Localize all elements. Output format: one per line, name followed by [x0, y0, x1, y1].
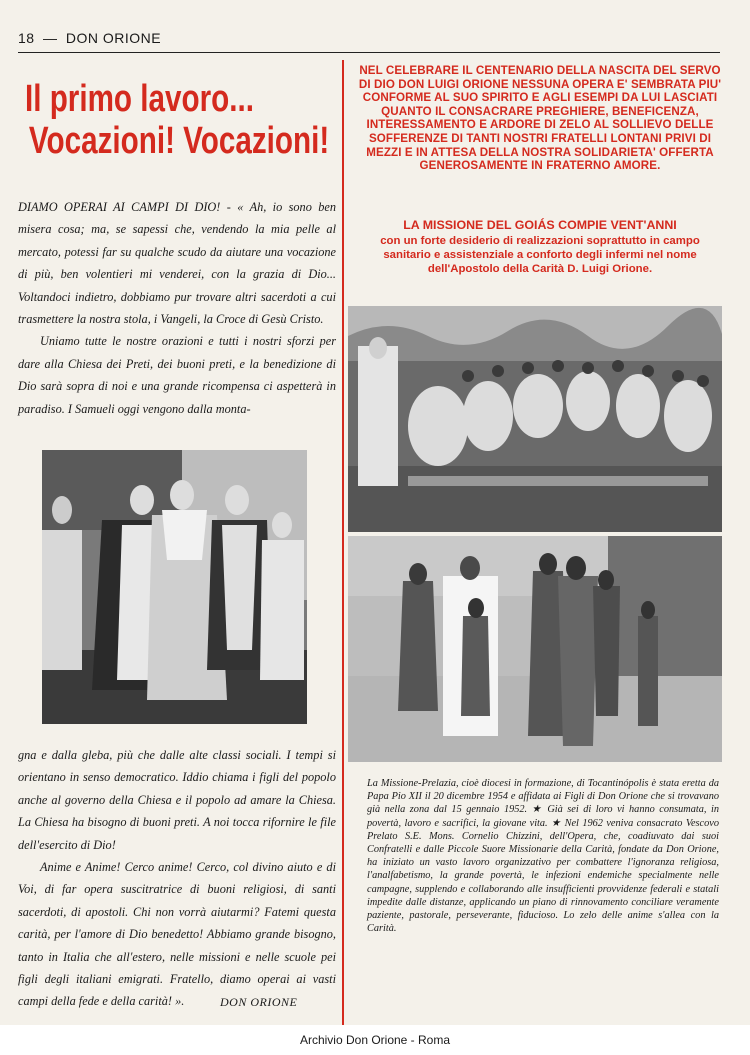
title-line-1: Il primo lavoro...: [25, 78, 254, 120]
centenary-appeal: NEL CELEBRARE IL CENTENARIO DELLA NASCITA DEL SERVO DI DIO DON LUIGI ORIONE NESSUNA OPERA E' SEMBRATA PIU' CONFORME AL SUO SPIRITO E AGLI ESEMPI DA LUI LASCIATI QUANTO IL CONSACRARE PREGHIERE, BENEFICENZA, INTERESSAMENTO E ARDORE DI ZELO AL SOLLIEVO DELLE SOFFERENZE DI TANTI NOSTRI FRATELLI LONTANI PRIVI DI MEZZI E IN ATTESA DELLA NOSTRA SOLIDARIETA' OFFERTA GENEROSAMENTE IN FRATERNO AMORE.: [358, 64, 722, 173]
paragraph-4: Anime e Anime! Cerco anime! Cerco, col divino aiuto e di Voi, di far opera suscitratrice di buoni religiosi, di santi sacerdoti, di apostoli. Chi non vorrà aiutarmi? Fatemi questa carità, per l'amore di Dio benedetto! Abbiamo grande bisogno, tanto in Italia che all'estero, nelle missioni e nelle scuole pei figli degli italiani emigrati. Fratello, diamo operai ai vasti campi della fede e della carità! ».: [18, 860, 336, 1009]
running-title: DON ORIONE: [65, 30, 162, 46]
paragraph-3: gna e dalla gleba, più che dalle alte classi sociali. I tempi si orientano in senso democratico. Iddio chiama i figli del popolo anche al governo della Chiesa e il popolo ad amare la Chiesa. La Chiesa ha bisogno di buoni preti. A noi tocca rifornire le file dell'esercito di Dio!: [18, 748, 336, 852]
article-text-bottom: [18, 744, 336, 1013]
page-number: 18: [18, 30, 35, 46]
header-separator: —: [42, 30, 58, 46]
photo-bishop-ceremony: [42, 450, 307, 724]
photo-missionary-villagers: [348, 536, 722, 762]
mission-subtext: con un forte desiderio di realizzazioni soprattutto in campo sanitario e assistenziale a conforto degli infermi nel nome dell'Apostolo della Carità D. Luigi Orione.: [380, 235, 700, 275]
photo-caption: La Missione-Prelazia, cioè diocesi in formazione, di Tocantinópolis è stata eretta da Papa Pio XII il 20 dicembre 1954 e affidata ai Figli di Don Orione che si trovavano già nella zona dal 15 gennaio 1952. ★ Già sei di loro vi hanno consumata, in povertà, lavoro e sacrifici, la giovane vita. ★ Nel 1962 veniva consacrato Vescovo Prelato S.E. Mons. Cornelio Chizzini, dell'Opera, che, coadiuvato dai suoi Confratelli e dalle Piccole Suore Missionarie della Carità, fondate da Don Orione, ha iniziato un vasto lavoro organizzativo per combattere l'ignoranza religiosa, l'analfabetismo, la grande povertà, le infezioni endemiche specialmente nelle campagne, supplendo e collaborando alle insufficienti provvidenze federali e statali impedite dalle distanze, applicando un piano di rinnovamento conciliare veramente paziente, pastorale, perseverante, fiducioso. Lo zelo delle anime s'allea con la Carità.: [367, 778, 719, 935]
photo-outdoor-gathering: [348, 306, 722, 532]
photo-outdoor-gathering-image: [348, 306, 722, 532]
paragraph-2: Uniamo tutte le nostre orazioni e tutti i nostri sforzi per dare alla Chiesa dei Preti, dei buoni preti, e la benedizione di Dio sarà sopra di noi e una grande ricompensa ci aspetterà in paradiso. I Samueli oggi vengono dalla monta-: [18, 334, 336, 416]
photo-missionary-villagers-image: [348, 536, 722, 762]
title-line-2: Vocazioni! Vocazioni!: [28, 120, 330, 162]
photo-bishop-ceremony-image: [42, 450, 307, 724]
signature: DON ORIONE: [220, 995, 298, 1009]
mission-subhead: LA MISSIONE DEL GOIÁS COMPIE VENT'ANNI: [403, 218, 677, 232]
mission-box: [356, 218, 724, 276]
archive-footer: Archivio Don Orione - Roma: [0, 1025, 750, 1055]
article-text-top: [18, 196, 336, 420]
paragraph-1: DIAMO OPERAI AI CAMPI DI DIO! - « Ah, io sono ben misera cosa; ma, se sapessi che, vendendo la mia pelle al mercato, potessi far su qualche scudo da aiutare una vocazione di più, ben volentieri mi venderei, con la grazia di Dio... Voltandoci indietro, dobbiamo pur trovare altri sacerdoti a cui trasmettere la nostra stola, i Vangeli, la Croce di Gesù Cristo.: [18, 200, 336, 327]
red-column-divider: [342, 60, 344, 1032]
article-title: [25, 78, 330, 162]
page-header: [18, 30, 720, 53]
